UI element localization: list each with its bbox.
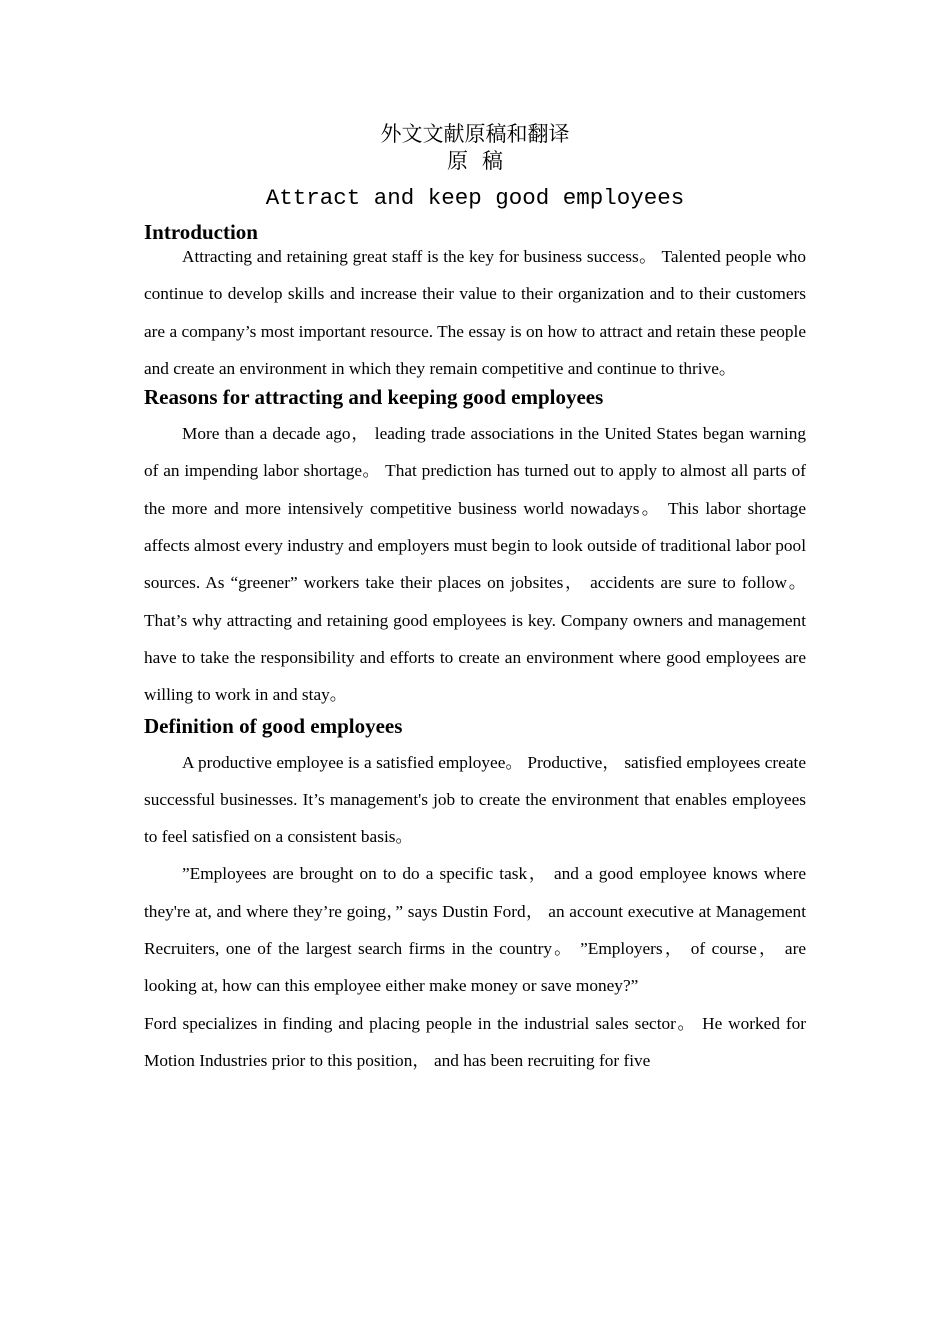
- section-heading-introduction: Introduction: [144, 220, 258, 244]
- document-page: [144, 120, 806, 1079]
- chinese-title: 外文文献原稿和翻译: [380, 122, 570, 146]
- section-heading-reasons: Reasons for attracting and keeping good employees: [144, 385, 604, 410]
- chinese-subtitle: 原稿: [447, 149, 517, 173]
- section-heading-definition: Definition of good employees: [144, 713, 403, 738]
- paragraph-introduction: Attracting and retaining great staff is the key for business success。 Talented people who continue to develop skills and increase their value to their organization and to their customers are a company’s most important resource. The essay is on how to attract and retain these people and create an environment in which they remain competitive and continue to thrive。: [144, 247, 806, 378]
- document-title: Attract and keep good employees: [265, 185, 685, 211]
- paragraph-reasons: More than a decade ago， leading trade associations in the United States began warning of an impending labor shortage。 That prediction has turned out to apply to almost all parts of the more and more intensively competitive business world nowadays。 This labor shortage affects almost every industry and employers must begin to look outside of traditional labor pool sources. As “greener” workers take their places on jobsites， accidents are sure to follow。 That’s why attracting and retaining good employees is key. Company owners and management have to take the responsibility and efforts to create an environment where good employees are willing to work in and stay。: [144, 424, 806, 705]
- paragraph-definition-2: ”Employees are brought on to do a specific task， and a good employee knows where they're at, and where they’re going，” says Dustin Ford， an account executive at Management Recruiters, one of the largest search firms in the country。 ”Employers， of course， are looking at, how can this employee either make money or save money?”: [144, 864, 806, 996]
- paragraph-definition-3: Ford specializes in finding and placing people in the industrial sales sector。 He worked for Motion Industries prior to this position， and has been recruiting for five: [144, 1013, 806, 1070]
- paragraph-definition-1: A productive employee is a satisfied employee。 Productive， satisfied employees create successful businesses. It’s management's job to create the environment that enables employees to feel satisfied on a consistent basis。: [144, 752, 806, 847]
